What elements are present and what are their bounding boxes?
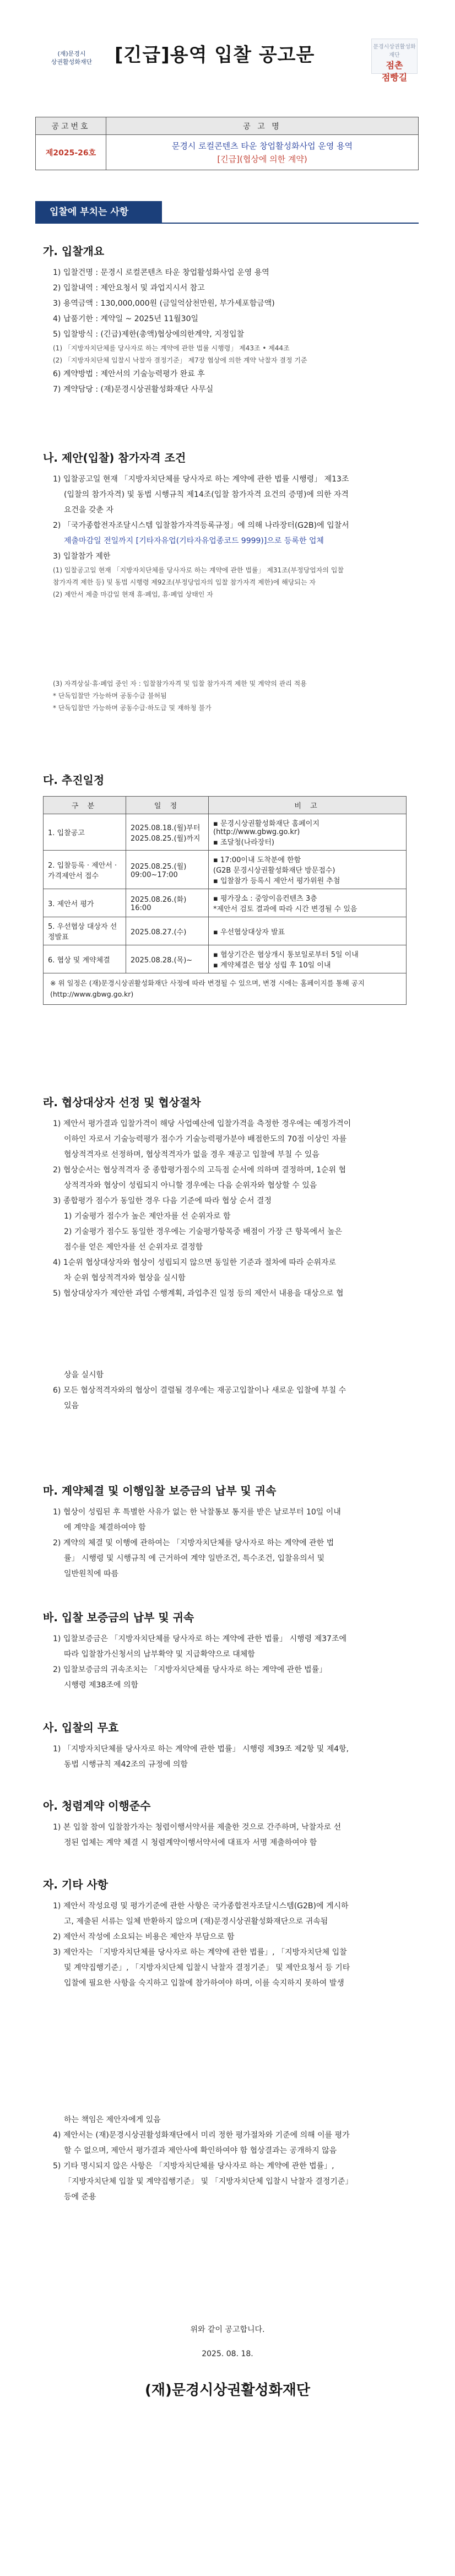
schedule-date: 2025.08.26.(화) 16:00 [126,889,209,917]
schedule-label: 2. 입찰등록 · 제안서 · 가격제안서 접수 [44,851,126,889]
schedule-note: ▪ 문경시상권활성화재단 홈페이지(http://www.gbwg.go.kr) ▪ 조달청(나라장터) [209,814,407,851]
negotiation-line: 2) 협상순서는 협상적격자 중 종합평가점수의 고득점 순서에 의하며 결정하며, 1순위 협 [53,1166,346,1175]
notice-number: 제2025-26호 [36,135,106,170]
misc-line: 1) 제안서 작성요령 및 평가기준에 관한 사항은 국가종합전자조달시스템(G2B)에 게시하 [53,1902,349,1911]
table-row [44,814,407,851]
contract-line: 률」 시행령 및 시행규칙 에 근거하여 계약 일반조건, 특수조건, 입찰유의서 및 [64,1554,325,1563]
section-invalid [43,1719,418,1772]
schedule-note: ▪ 평가장소 : 중앙이음컨텐츠 3층 *제안서 검토 결과에 따라 시간 변경될 수 있음 [209,889,407,917]
schedule-label: 1. 입찰공고 [44,814,126,851]
org-name [50,50,94,66]
eligibility-line: (입찰의 참가자격) 및 동법 시행규칙 제14조(입찰 참가자격 요건의 증명)에 의한 자격 [64,490,349,499]
invalid-line: 동법 시행규칙 제42조의 규정에 의함 [64,1760,188,1769]
deposit-line: 1) 입찰보증금은 「지방자치단체를 당사자로 하는 계약에 관한 법률」 시행령 제37조에 [53,1635,347,1643]
eligibility-line: 2) 「국가종합전자조달시스템 입찰참가자격등록규정」에 의해 나라장터(G2B)에 입찰서 [53,521,349,530]
eligibility-line: 요건을 갖춘 자 [64,506,114,515]
schedule-date: 2025.08.28.(목)~ [126,945,209,973]
page-title: [긴급]용역 입찰 공고문 [115,44,315,66]
negotiation-line: 있음 [64,1401,79,1410]
deposit-line: 따라 입찰참가신청서의 납부확약 및 지급확약으로 대체함 [64,1650,255,1659]
section-deposit [43,1609,418,1693]
schedule-header: 비 고 [209,797,407,814]
negotiation-line: 5) 협상대상자가 제안한 과업 수행계획, 과업추진 일정 등의 제안서 내용을 대상으로 협 [53,1289,344,1298]
invalid-line: 1) 「지방자치단체를 당사자로 하는 계약에 관한 법률」 시행령 제39조 제2항 및 제4항, [53,1745,349,1754]
contract-line: 일반원칙에 따름 [64,1570,119,1578]
misc-line: 하는 책임은 제안자에게 있음 [64,2115,161,2124]
section-title: 다. 추진일정 [43,773,105,787]
eligibility-note: * 단독입찰만 가능하며 공동수급·하도급 및 재하청 불가 [53,704,212,712]
contract-line: 2) 계약의 체결 및 이행에 관하여는 「지방자치단체를 당사자로 하는 계약에 관한 법 [53,1539,334,1547]
notice-name-sub: [긴급](협상에 의한 계약) [217,154,307,164]
misc-line: 및 계약집행기준」, 「지방자치단체 입찰시 낙찰자 결정기준」 및 제안요청서 등 기타 [64,1963,350,1972]
negotiation-line: 4) 1순위 협상대상자와 협상이 성립되지 않으면 동일한 기준과 절차에 따라 순위자로 [53,1258,337,1267]
schedule-date: 2025.08.18.(월)부터 2025.08.25.(월)까지 [126,814,209,851]
negotiation-line: 차 순위 협상적격자와 협상을 실시함 [64,1274,186,1282]
negotiation-line: 점수를 얻은 제안자를 선 순위자로 결정함 [64,1243,203,1252]
deposit-line: 2) 입찰보증금의 귀속조치는 「지방자치단체를 당사자로 하는 계약에 관한 법률」 [53,1665,327,1674]
eligibility-line: 제출마감일 전일까지 [기타자유업(기타자유업종코드 9999)]으로 등록한 업체 [64,537,324,545]
schedule-footnote: ※ 위 일정은 (재)문경시상권활성화재단 사정에 따라 변경될 수 있으며, 변경 시에는 홈페이지를 통해 공지 (http://www.gbwg.go.kr) [44,973,407,1005]
logo-text-2: 점빵길 [381,72,408,83]
eligibility-note: (3) 자격상실·휴·폐업 중인 자 : 입찰참가자격 및 입찰 참가자격 제한 및 계약의 관리 적용 [53,680,307,688]
spacer [43,600,418,678]
eligibility-note: (1) 입찰공고일 현재 「지방자치단체를 당사자로 하는 계약에 관한 법률」 제31조(부정당업자의 입찰 [53,566,344,574]
negotiation-line: 협상적격자로 선정하며, 협상적격자가 없을 경우 재공고 입찰에 부칠 수 있음 [64,1150,319,1159]
table-row [44,889,407,917]
spacer [43,1301,418,1367]
section-banner: 입찰에 부치는 사항 [35,201,162,223]
section-schedule [43,771,418,794]
notice-date: 2025. 08. 18. [202,2350,253,2358]
negotiation-line: 1) 기술평가 점수가 높은 제안자를 선 순위자로 함 [64,1212,231,1221]
schedule-note: ▪ 우선협상대상자 발표 [209,917,407,945]
schedule-date: 2025.08.27.(수) [126,917,209,945]
negotiation-line: 3) 종합평가 점수가 동일한 경우 다음 기준에 따라 협상 순서 결정 [53,1197,272,1205]
misc-line: 등에 준용 [64,2193,96,2201]
overview-item: 6) 계약방법 : 제안서의 기술능력평가 완료 후 [53,370,205,378]
table-row [44,945,407,973]
logo-text-1: 점촌 [386,60,403,71]
contract-line: 에 계약을 체결하여야 함 [64,1523,146,1532]
eligibility-line: 1) 입찰공고일 현재 「지방자치단체를 당사자로 하는 계약에 관한 법률 시행령」 제13조 [53,475,349,484]
section-title: 마. 계약체결 및 이행입찰 보증금의 납부 및 귀속 [43,1484,277,1497]
negotiation-line: 1) 제안서 평가결과 입찰가격이 해당 사업예산에 입찰가격을 측정한 경우에는 예정가격이 [53,1119,351,1128]
schedule-label: 5. 우선협상 대상자 선정발표 [44,917,126,945]
misc-line: 4) 제안서는 (재)문경시상권활성화재단에서 미리 정한 평가절차와 기준에 의해 이를 평가 [53,2131,350,2140]
notice-name-cell [106,135,419,170]
section-title: 가. 입찰개요 [43,245,105,258]
section-title: 자. 기타 사항 [43,1878,109,1891]
section-misc [43,1876,418,2205]
spacer [43,1991,418,2112]
section-integrity [43,1797,418,1850]
schedule-header: 구 분 [44,797,126,814]
negotiation-line: 상적격자와 협상이 성립되지 아니할 경우에는 다음 순위자와 협상할 수 있음 [64,1181,317,1190]
misc-line: 「지방자치단체 입찰 및 계약집행기준」 및 「지방자치단체 입찰시 낙찰자 결정기준」 [64,2177,353,2186]
section-title: 라. 협상대상자 선정 및 협상절차 [43,1096,201,1109]
section-contract [43,1482,418,1582]
signature-org: (재)문경시상권활성화재단 [144,2382,311,2399]
integrity-line: 1) 본 입찰 참여 입찰참가자는 청렴이행서약서를 제출한 것으로 간주하며, 낙찰자로 선 [53,1823,342,1832]
notice-name-header: 공 고 명 [106,117,419,135]
overview-item: 1) 입찰건명 : 문경시 로컬콘텐츠 타운 창업활성화사업 운영 용역 [53,268,269,277]
negotiation-line: 이하인 자로서 기술능력평가 점수가 기술능력평가분야 배점한도의 70점 이상인 자를 [64,1135,347,1144]
eligibility-note: 참가자격 제한 등) 및 동법 시행령 제92조(부정당업자의 입찰 참가자격 제한)에 해당되는 자 [53,578,316,586]
misc-line: 2) 제안서 작성에 소요되는 비용은 제안자 부담으로 함 [53,1933,235,1941]
header [15,29,440,84]
schedule-label: 3. 제안서 평가 [44,889,126,917]
eligibility-note: * 단독입찰만 가능하며 공동수급 불허됨 [53,692,167,700]
table-row [44,917,407,945]
misc-line: 할 수 없으며, 제안서 평가결과 제안사에 확인하여야 함 협상결과는 공개하지 않음 [64,2146,337,2155]
deposit-line: 시행령 제38조에 의함 [64,1681,138,1690]
schedule-table [43,796,407,1005]
overview-note: (2) 「지방자치단체 입찰시 낙찰자 결정기준」 제7장 협상에 의한 계약 낙찰자 결정 기준 [53,356,307,364]
brand-logo [371,39,418,83]
notice-info-table [35,117,419,170]
section-eligibility [43,449,418,714]
section-title: 바. 입찰 보증금의 납부 및 귀속 [43,1611,194,1624]
section-negotiation [43,1094,418,1414]
negotiation-line: 상을 실시함 [64,1371,104,1379]
schedule-note: ▪ 17:00이내 도착분에 한함 (G2B 문경시상권활성화재단 방문접수) ▪ 입찰참가 등록시 제안서 평가위원 추첨 [209,851,407,889]
section-overview [43,242,418,397]
section-title: 사. 입찰의 무효 [43,1721,119,1734]
integrity-line: 정된 업체는 계약 체결 시 청렴계약이행서약서에 대표자 서명 제출하여야 함 [64,1838,317,1847]
schedule-label: 6. 협상 및 계약체결 [44,945,126,973]
logo-caption: 문경시상권활성화재단 [373,44,416,58]
eligibility-line: 3) 입찰참가 제한 [53,552,111,561]
schedule-header: 일 정 [126,797,209,814]
misc-line: 고, 제출된 서류는 일체 반환하지 않으며 (재)문경시상권활성화재단으로 귀속됨 [64,1917,328,1926]
contract-line: 1) 협상이 성립된 후 특별한 사유가 없는 한 낙찰통보 통지를 받은 날로부터 10일 이내 [53,1508,341,1517]
overview-item: 5) 입찰방식 : (긴급)제한(총액)협상에의한계약, 지정입찰 [53,330,245,339]
section-title: 나. 제안(입찰) 참가자격 조건 [43,451,186,464]
banner-divider [35,223,419,224]
section-title: 아. 청렴계약 이행준수 [43,1799,151,1812]
schedule-note: ▪ 협상기간은 협상개시 통보일로부터 5일 이내 ▪ 계약체결은 협상 성립 후 10일 이내 [209,945,407,973]
negotiation-line: 6) 모든 협상적격자와의 협상이 결렬될 경우에는 재공고입찰이나 새로운 입찰에 부칠 수 [53,1386,346,1395]
overview-note: (1) 「지방자치단체를 당사자로 하는 계약에 관한 법률 시행령」 제43조 • 제44조 [53,344,290,352]
closing-text: 위와 같이 공고합니다. [190,2325,265,2334]
overview-item: 2) 입찰내역 : 제안요청서 및 과업지시서 참고 [53,284,205,293]
table-row [44,851,407,889]
misc-line: 3) 제안자는 「지방자치단체를 당사자로 하는 계약에 관한 법률」, 「지방자치단체 입찰 [53,1948,347,1957]
schedule-date: 2025.08.25.(월) 09:00~17:00 [126,851,209,889]
overview-item: 7) 계약담당 : (재)문경시상권활성화재단 사무실 [53,385,214,394]
misc-line: 입찰에 필요한 사항을 숙지하고 입찰에 참가하여야 하며, 이를 숙지하지 못하여 발생 [64,1979,344,1988]
misc-line: 5) 기타 명시되지 않은 사항은 「지방자치단체를 당사자로 하는 계약에 관한 법률」, [53,2162,334,2171]
overview-item: 3) 용역금액 : 130,000,000원 (금일억삼천만원, 부가세포함금액) [53,299,275,308]
overview-item: 4) 납품기한 : 계약일 ~ 2025년 11월30일 [53,315,199,323]
notice-number-header: 공고번호 [36,117,106,135]
org-name-line2: 상권활성화재단 [51,58,93,66]
org-name-line1: (재)문경시 [57,50,86,57]
notice-name: 문경시 로컬콘텐츠 타운 창업활성화사업 운영 용역 [171,140,353,151]
negotiation-line: 2) 기술평가 점수도 동일한 경우에는 기술평가항목중 배점이 가장 큰 항목에서 높은 [64,1227,343,1236]
eligibility-note: (2) 제안서 제출 마감일 현재 휴·폐업, 휴·폐업 상태인 자 [53,591,213,598]
